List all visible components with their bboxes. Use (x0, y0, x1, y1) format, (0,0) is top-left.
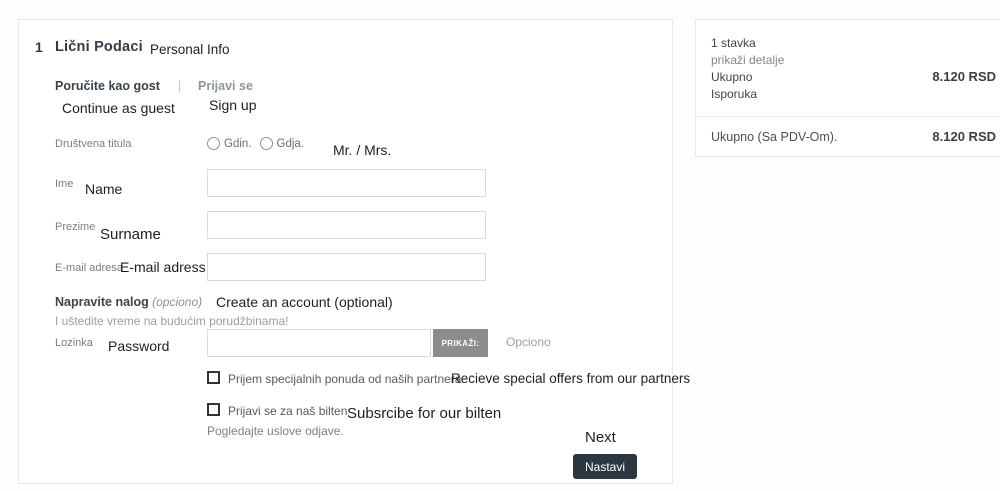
annotation-surname: Surname (100, 226, 161, 243)
annotation-name: Name (85, 181, 123, 197)
last-name-label: Prezime (55, 221, 96, 233)
annotation-newsletter: Subsrcibe for our bilten (347, 405, 502, 422)
unsubscribe-terms-link[interactable]: Pogledajte uslove odjave. (207, 424, 344, 438)
social-title-group (207, 137, 304, 150)
first-name-input[interactable] (207, 169, 486, 197)
radio-mrs-label: Gdja. (276, 137, 304, 150)
tab-sign-in[interactable]: Prijavi se (198, 79, 253, 93)
annotation-personal-info: Personal Info (150, 42, 230, 57)
show-details-link[interactable]: prikaži detalje (711, 53, 785, 67)
create-account-optional: (opciono) (148, 295, 203, 309)
radio-mr-label: Gdin. (224, 137, 252, 150)
annotation-password: Password (108, 338, 170, 354)
cart-total-value: 8.120 RSD (932, 129, 996, 144)
offers-checkbox-label: Prijem specijalnih ponuda od naših partnera (228, 372, 462, 386)
create-account-title: Napravite nalog (opciono) (55, 295, 203, 309)
tab-order-as-guest[interactable]: Poručite kao gost (55, 79, 160, 93)
cart-subtotal-label: Ukupno (711, 70, 753, 84)
password-input[interactable] (207, 329, 431, 357)
annotation-next: Next (585, 429, 616, 446)
radio-mr[interactable] (207, 137, 220, 150)
section-title: Lični Podaci (55, 39, 143, 55)
email-input[interactable] (207, 253, 486, 281)
cart-total-label: Ukupno (Sa PDV-Om). (711, 130, 838, 144)
continue-button[interactable]: Nastavi (573, 454, 637, 479)
annotation-mr-mrs: Mr. / Mrs. (333, 142, 392, 158)
email-label: E-mail adresa (55, 262, 123, 274)
cart-subtotal-value: 8.120 RSD (932, 69, 996, 84)
annotation-offers: Recieve special offers from our partners (451, 371, 691, 386)
cart-shipping-label: Isporuka (711, 87, 758, 101)
tab-separator: | (178, 79, 182, 93)
cart-summary-panel (695, 19, 1000, 157)
show-password-button[interactable]: PRIKAŽI: (433, 329, 488, 357)
annotation-continue-as-guest: Continue as guest (62, 100, 175, 116)
cart-divider (696, 116, 1000, 117)
personal-info-panel (18, 19, 691, 484)
radio-mrs[interactable] (260, 137, 273, 150)
offers-checkbox[interactable] (207, 371, 220, 384)
annotation-email: E-mail adress (120, 259, 206, 275)
cart-items-count: 1 stavka (711, 36, 756, 50)
first-name-label: Ime (55, 178, 74, 190)
social-title-label: Društvena titula (55, 138, 132, 150)
annotation-sign-up: Sign up (209, 97, 257, 113)
annotation-create-account: Create an account (optional) (216, 294, 393, 310)
last-name-input[interactable] (207, 211, 486, 239)
step-number: 1 (35, 39, 43, 55)
create-account-subtitle: I uštedite vreme na budućim porudžbinama! (55, 314, 289, 328)
password-optional-hint: Opciono (506, 335, 551, 349)
password-label: Lozinka (55, 337, 93, 349)
newsletter-checkbox-label: Prijavi se za naš bilten (228, 404, 348, 418)
newsletter-checkbox[interactable] (207, 403, 220, 416)
